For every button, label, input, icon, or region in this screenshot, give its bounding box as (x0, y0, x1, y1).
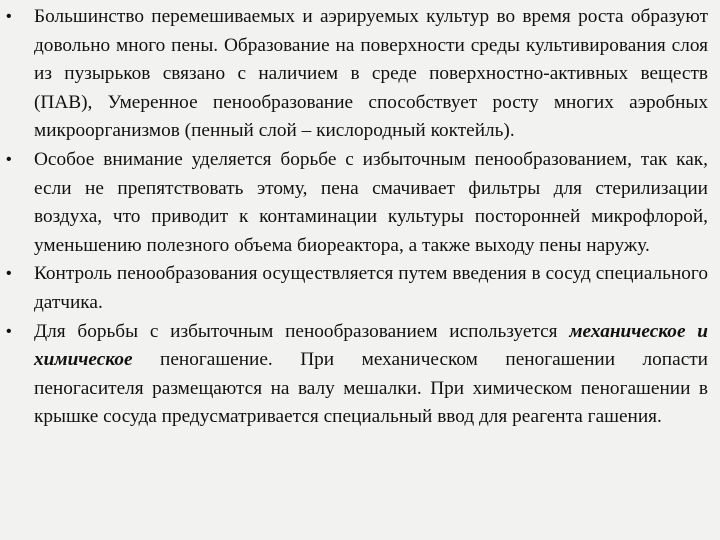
bullet-text-after: пеногашение. При механическом пеногашении лопасти пеногасителя размещаются на валу мешалки. При химическом пеногашении в крышке сосуда предусматривается специальный ввод для реагента гашения. (34, 349, 708, 428)
bullet-text: Большинство перемешиваемых и аэрируемых культур во время роста образуют довольно много пены. Образование на поверхности среды культивирования слоя из пузырьков связано с наличием в среде поверхностно-активных веществ (ПАВ), Умеренное пенообразование способствует росту многих аэробных микроорганизмов (пенный слой – кислородный коктейль). (34, 6, 708, 142)
bullet-item (6, 260, 708, 317)
bullet-text: Контроль пенообразования осуществляется путем введения в сосуд специального датчика. (34, 263, 708, 313)
bullet-list (6, 0, 708, 432)
bullet-text-before: Для борьбы с избыточным пенообразованием используется (34, 320, 570, 342)
bullet-dot-icon: • (6, 322, 12, 340)
bullet-emphasis: механическое и химическое (34, 320, 708, 371)
bullet-item (6, 3, 708, 146)
bullet-item (6, 146, 708, 260)
bullet-text: Особое внимание уделяется борьбе с избыточным пенообразованием, так как, если не препятствовать этому, пена смачивает фильтры для стерилизации воздуха, что приводит к контаминации культуры посторонней микрофлорой, уменьшению полезного объема биореактора, а также выходу пены наружу. (34, 148, 708, 256)
bullet-dot-icon: • (6, 8, 12, 25)
bullet-dot-icon: • (6, 265, 12, 283)
bullet-item (6, 318, 708, 432)
bullet-dot-icon: • (6, 150, 12, 168)
